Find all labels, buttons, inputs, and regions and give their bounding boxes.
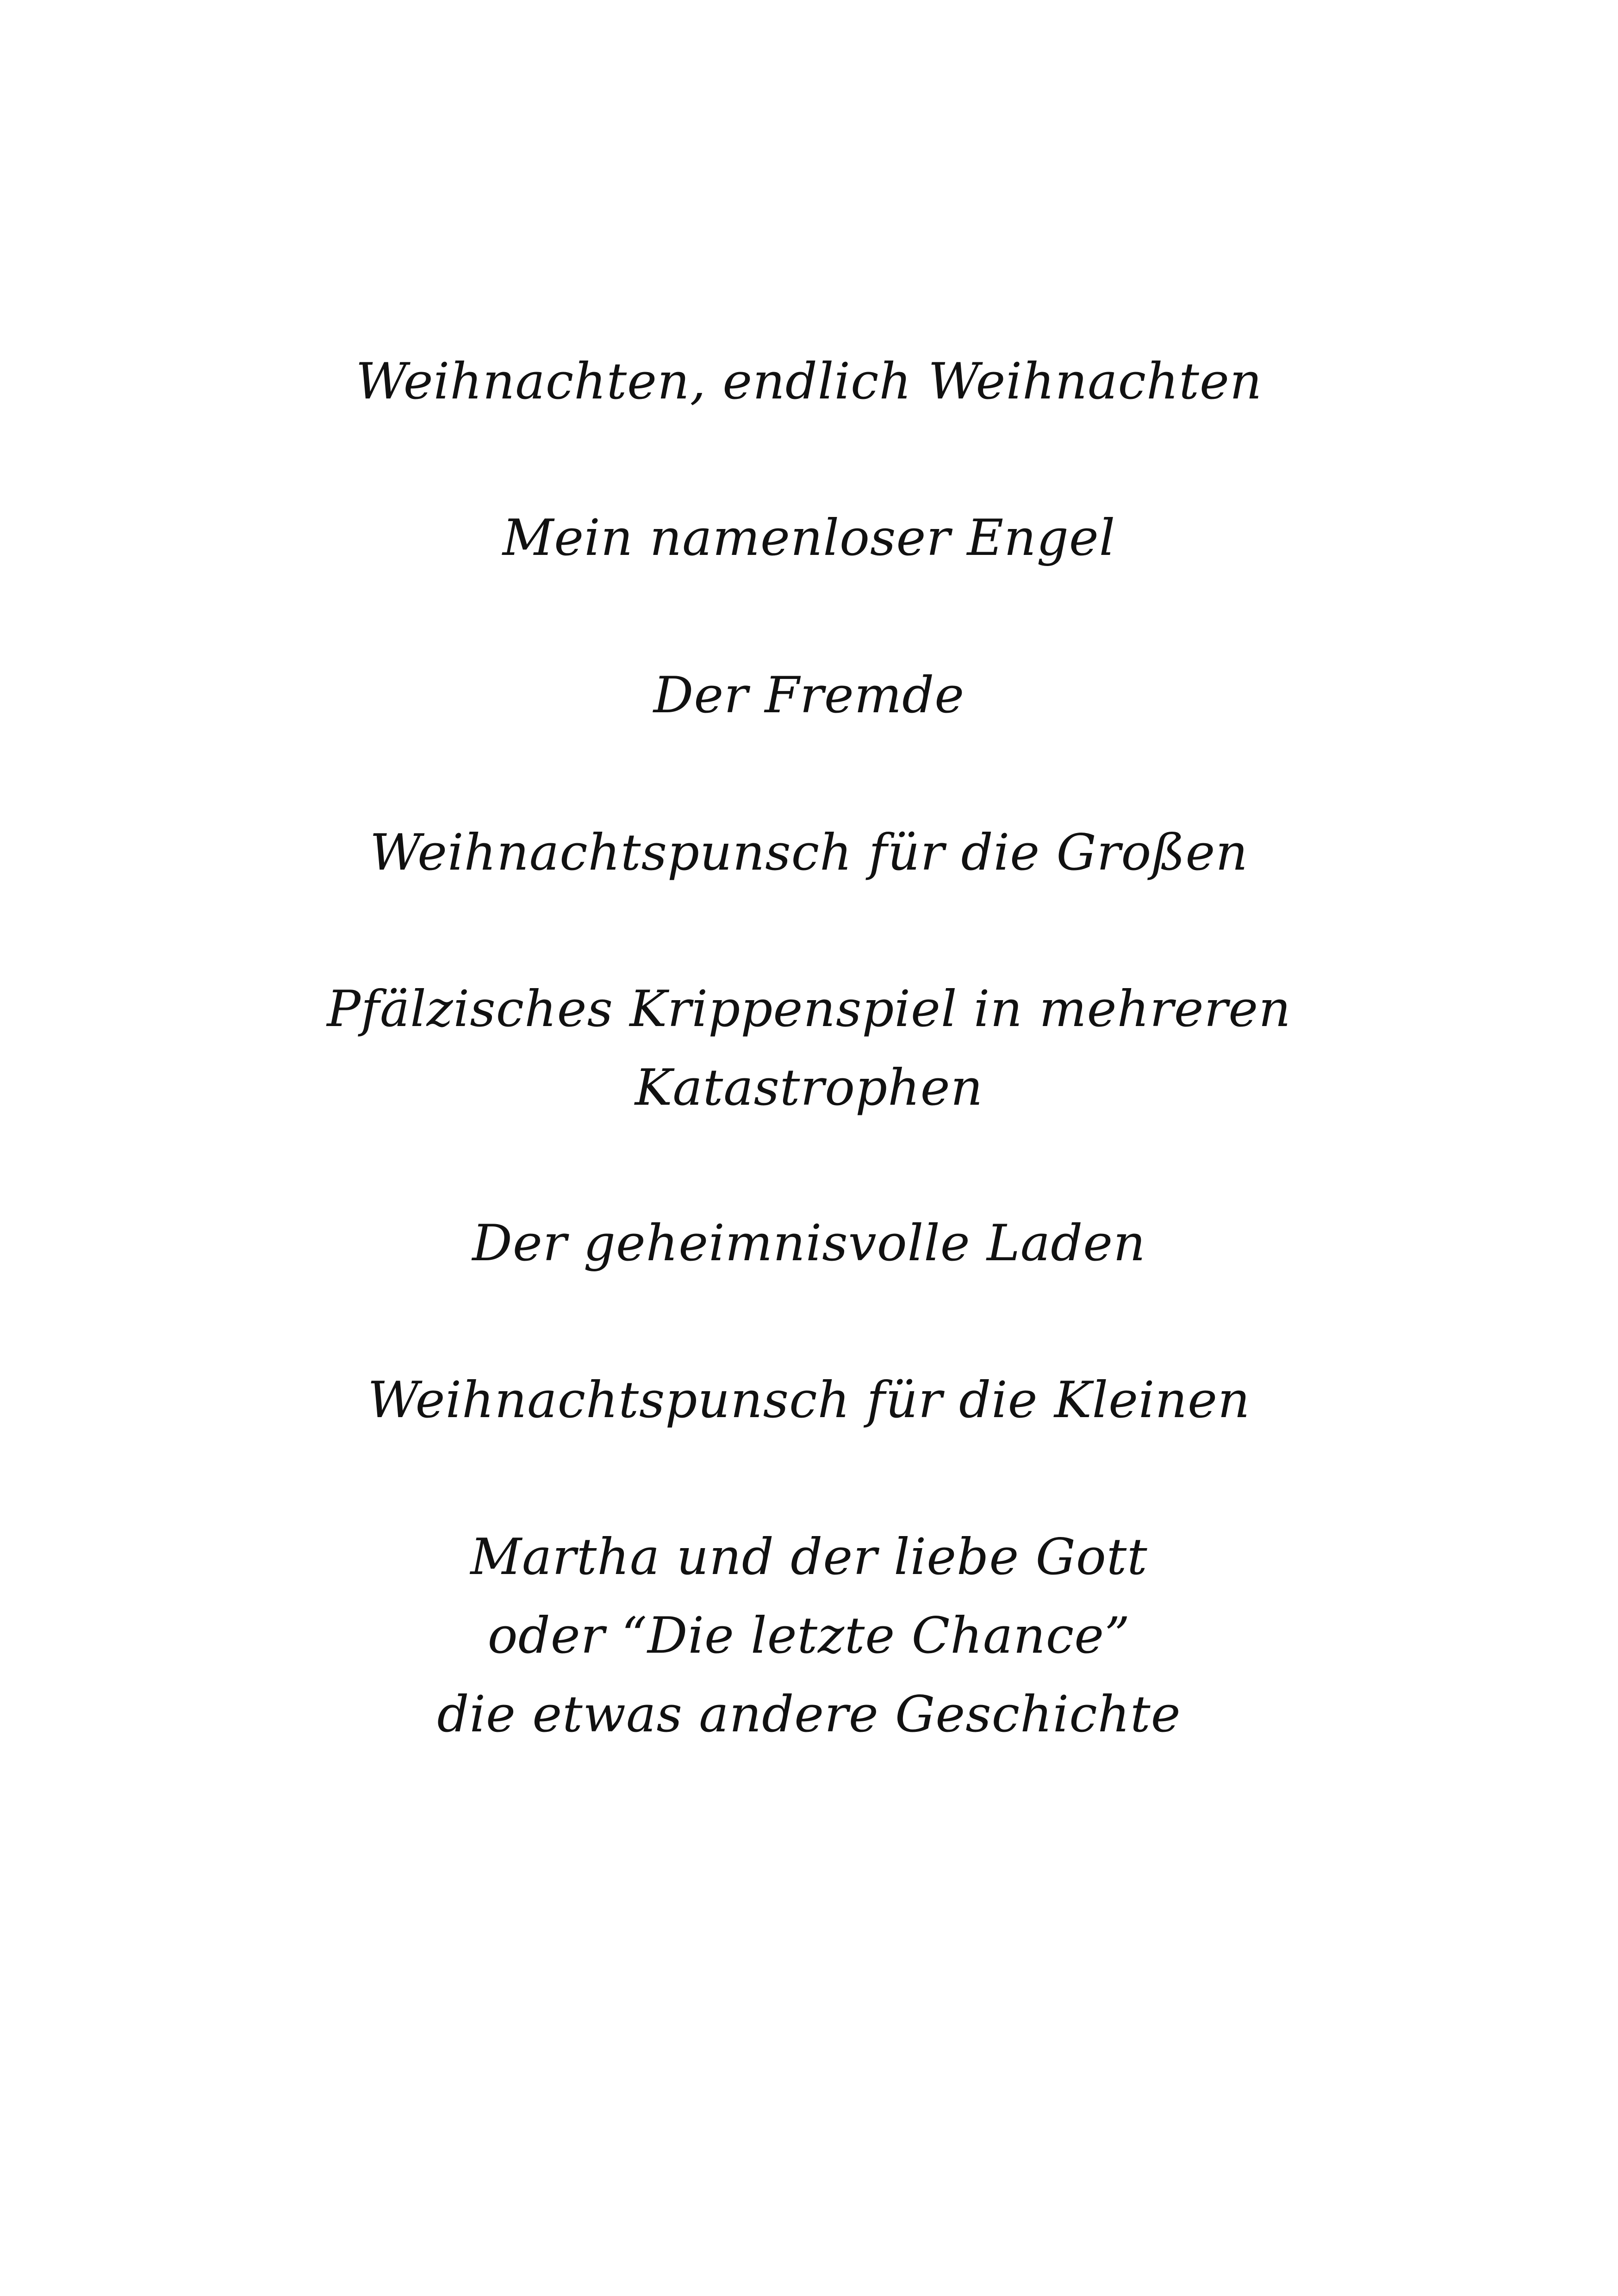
story-title-line: Katastrophen [635, 1059, 983, 1117]
story-title-line: Weihnachten, endlich Weihnachten [355, 353, 1263, 411]
story-title-line: Weihnachtspunsch für die Großen [369, 824, 1248, 882]
story-title [0, 1204, 1618, 1283]
story-title-line: Martha und der liebe Gott [470, 1528, 1148, 1586]
story-title [0, 970, 1618, 1127]
story-title [0, 1361, 1618, 1440]
story-title-line: Der geheimnisvolle Laden [472, 1214, 1146, 1272]
story-title [0, 1518, 1618, 1754]
story-title [0, 814, 1618, 892]
story-title-line: Mein namenloser Engel [502, 509, 1116, 567]
story-title-line: Weihnachtspunsch für die Kleinen [367, 1371, 1251, 1429]
story-title-line: Der Fremde [653, 666, 965, 724]
story-title [0, 656, 1618, 735]
story-title-line: oder “Die letzte Chance” [487, 1607, 1131, 1665]
story-title [0, 499, 1618, 578]
story-title-line: Pfälzisches Krippenspiel in mehreren [327, 980, 1291, 1038]
story-title [0, 342, 1618, 421]
story-title-line: die etwas andere Geschichte [437, 1686, 1181, 1743]
